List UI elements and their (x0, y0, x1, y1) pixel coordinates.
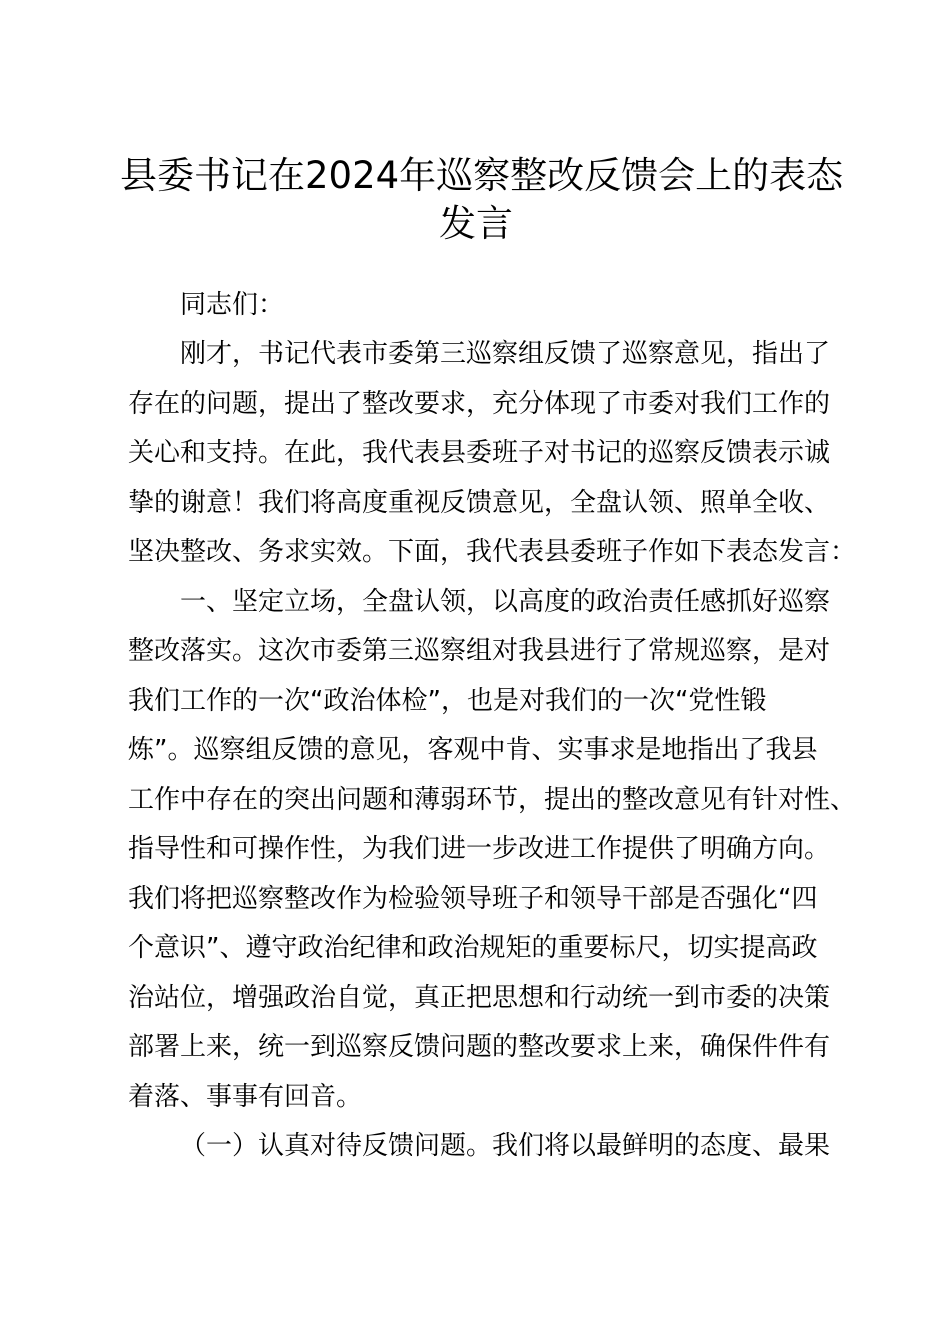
salutation: 同志们： (180, 290, 285, 320)
paragraph-1-line-3: 关心和支持。在此，我代表县委班子对书记的巡察反馈表示诚 (128, 438, 831, 468)
paragraph-3-line-1: （一）认真对待反馈问题。我们将以最鲜明的态度、最果 (180, 1131, 831, 1161)
title-line-2: 发言 (439, 202, 513, 245)
paragraph-1-line-4: 挚的谢意！我们将高度重视反馈意见，全盘认领、照单全收、 (128, 488, 831, 518)
title-line-1: 县委书记在2024年巡察整改反馈会上的表态 (120, 154, 844, 197)
paragraph-1-line-5: 坚决整改、务求实效。下面，我代表县委班子作如下表态发言： (128, 537, 857, 567)
paragraph-2-line-5: 工作中存在的突出问题和薄弱环节，提出的整改意见有针对性、 (128, 785, 857, 815)
document-title (120, 152, 844, 248)
paragraph-2-line-11: 着落、事事有回音。 (128, 1082, 363, 1112)
paragraph-2-line-1: 一、坚定立场，全盘认领，以高度的政治责任感抓好巡察 (180, 587, 831, 617)
paragraph-2-line-2: 整改落实。这次市委第三巡察组对我县进行了常规巡察，是对 (128, 636, 831, 666)
paragraph-2-line-8: 个意识”、遵守政治纪律和政治规矩的重要标尺，切实提高政 (128, 933, 818, 963)
paragraph-2-line-6: 指导性和可操作性，为我们进一步改进工作提供了明确方向。 (128, 834, 831, 864)
paragraph-2-line-3: 我们工作的一次“政治体检”，也是对我们的一次“党性锻 (128, 686, 767, 716)
paragraph-1-line-1: 刚才，书记代表市委第三巡察组反馈了巡察意见，指出了 (180, 339, 831, 369)
paragraph-2-line-9: 治站位，增强政治自觉，真正把思想和行动统一到市委的决策 (128, 983, 831, 1013)
paragraph-2-line-4: 炼”。巡察组反馈的意见，客观中肯、实事求是地指出了我县 (128, 735, 818, 765)
paragraph-1-line-2: 存在的问题，提出了整改要求，充分体现了市委对我们工作的 (128, 389, 831, 419)
paragraph-2-line-7: 我们将把巡察整改作为检验领导班子和领导干部是否强化“四 (128, 884, 818, 914)
paragraph-2-line-10: 部署上来，统一到巡察反馈问题的整改要求上来，确保件件有 (128, 1032, 831, 1062)
